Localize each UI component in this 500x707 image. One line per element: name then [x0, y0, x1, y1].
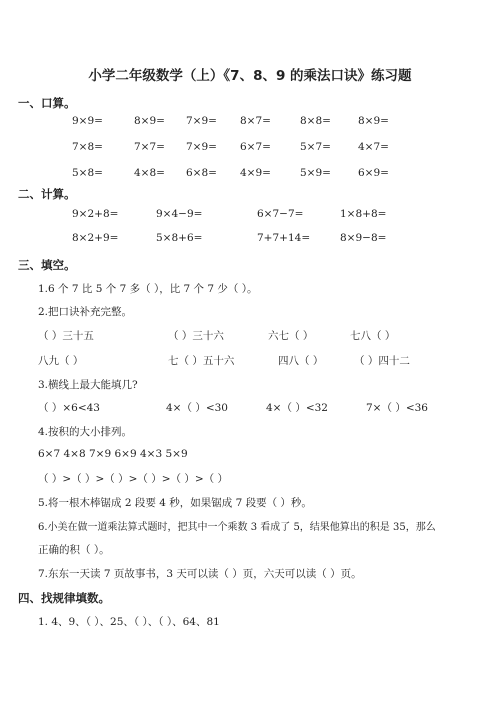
fill-q2-r2-c3: 四八（ ） — [278, 355, 324, 367]
oral-item: 6×7= — [240, 141, 271, 153]
fill-q3-c2: 4×（ ）<30 — [166, 402, 228, 414]
oral-item: 5×7= — [300, 141, 331, 153]
page-title: 小学二年级数学（上）《7、8、9 的乘法口诀》练习题 — [88, 68, 412, 84]
oral-item: 8×7= — [240, 115, 271, 127]
section-pattern-heading: 四、找规律填数。 — [18, 591, 110, 605]
fill-q2-r1-c4: 七八（ ） — [350, 330, 396, 342]
oral-item: 7×8= — [72, 141, 103, 153]
fill-q2-r2-c1: 八九（ ） — [38, 355, 84, 367]
oral-item: 4×9= — [240, 167, 271, 179]
fill-q3-c1: （ ）×6<43 — [38, 402, 100, 414]
fill-q5: 5.将一根木棒锯成 2 段要 4 秒，如果锯成 7 段要（ ）秒。 — [38, 497, 312, 509]
oral-item: 6×9= — [358, 167, 389, 179]
fill-q6-line2: 正确的积（ ）。 — [38, 544, 110, 556]
fill-q4-items: 6×7 4×8 7×9 6×9 4×3 5×9 — [38, 448, 188, 460]
section-fill-heading: 三、填空。 — [18, 258, 76, 272]
oral-item: 8×8= — [300, 115, 331, 127]
section-oral-heading: 一、口算。 — [18, 96, 76, 110]
fill-q3-c4: 7×（ ）<36 — [366, 402, 428, 414]
fill-q4: 4.按积的大小排列。 — [38, 426, 133, 438]
fill-q3-c3: 4×（ ）<32 — [266, 402, 328, 414]
oral-item: 7×7= — [134, 141, 165, 153]
oral-item: 9×9= — [72, 115, 103, 127]
calc-item: 1×8+8= — [340, 208, 387, 220]
oral-item: 7×9= — [186, 141, 217, 153]
oral-item: 4×8= — [134, 167, 165, 179]
calc-item: 6×7−7= — [257, 208, 304, 220]
fill-q2: 2.把口诀补充完整。 — [38, 306, 133, 318]
fill-q4-order: （ ）>（ ）>（ ）>（ ）>（ ）>（ ） — [38, 473, 229, 485]
fill-q2-r1-c2: （ ）三十六 — [168, 330, 224, 342]
fill-q2-r1-c3: 六七（ ） — [268, 330, 314, 342]
oral-item: 8×9= — [134, 115, 165, 127]
calc-item: 7+7+14= — [257, 232, 311, 244]
fill-q7: 7.东东一天读 7 页故事书，3 天可以读（ ）页，六天可以读（ ）页。 — [38, 568, 362, 580]
oral-item: 6×8= — [186, 167, 217, 179]
oral-item: 4×7= — [358, 141, 389, 153]
fill-q2-r2-c4: （ ）四十二 — [354, 355, 410, 367]
oral-item: 7×9= — [186, 115, 217, 127]
oral-item: 5×9= — [300, 167, 331, 179]
section-calc-heading: 二、计算。 — [18, 187, 76, 201]
oral-item: 5×8= — [72, 167, 103, 179]
calc-item: 9×4−9= — [156, 208, 203, 220]
fill-q3: 3.横线上最大能填几? — [38, 379, 138, 391]
calc-item: 8×9−8= — [340, 232, 387, 244]
fill-q6-line1: 6.小美在做一道乘法算式题时，把其中一个乘数 3 看成了 5，结果他算出的积是 35，那么 — [38, 522, 436, 533]
oral-item: 8×9= — [358, 115, 389, 127]
calc-item: 5×8+6= — [156, 232, 203, 244]
pattern-q1: 1. 4、9、（ ）、25、（ ）、（ ）、64、81 — [38, 616, 220, 628]
fill-q2-r1-c1: （ ）三十五 — [38, 330, 94, 342]
fill-q1: 1.6 个 7 比 5 个 7 多（ ），比 7 个 7 少（ ）。 — [38, 283, 258, 295]
calc-item: 8×2+9= — [72, 232, 119, 244]
fill-q2-r2-c2: 七（ ）五十六 — [168, 355, 235, 367]
calc-item: 9×2+8= — [72, 208, 119, 220]
